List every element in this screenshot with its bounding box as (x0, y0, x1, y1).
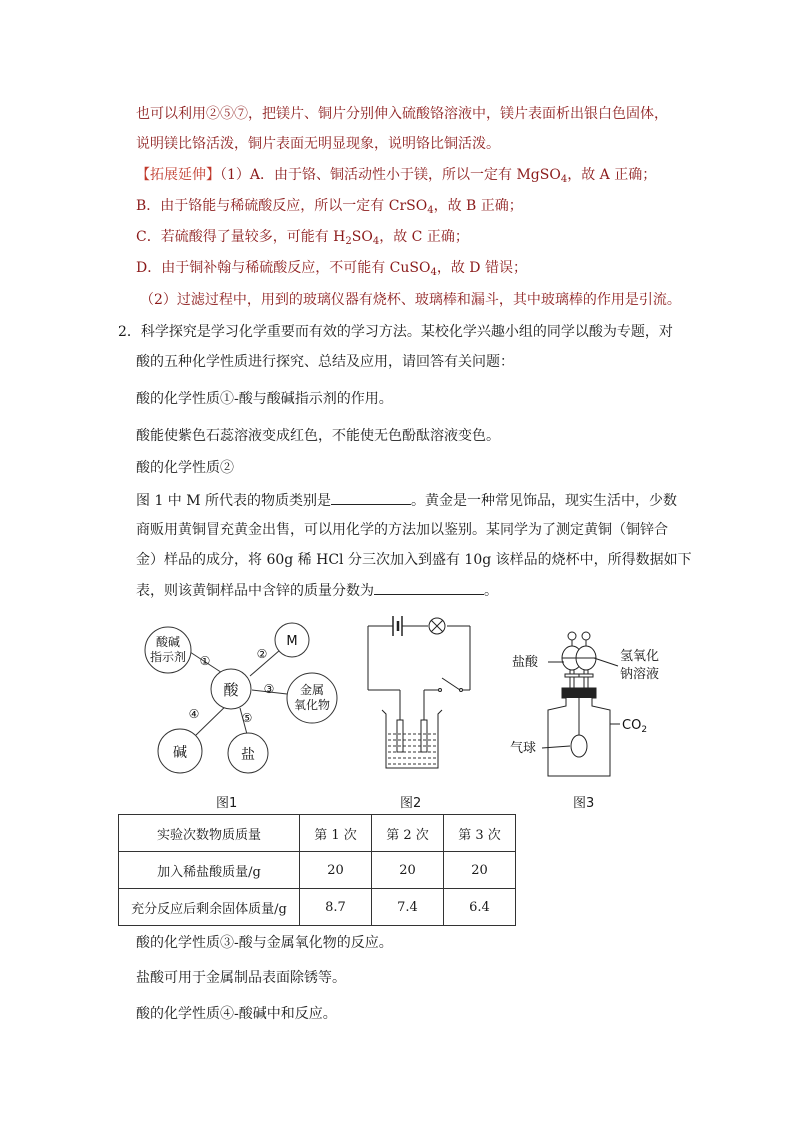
question-2-line-4: 商贩用黄铜冒充黄金出售，可以用化学的方法加以鉴别。某同学为了测定黄铜（铜锌合 (136, 522, 668, 538)
acid-label: 酸 (223, 681, 239, 699)
figure-3-apparatus (508, 626, 678, 786)
label-circle-4: ④ (188, 707, 200, 721)
m-label: M (286, 634, 298, 649)
property-1-title: 酸的化学性质①-酸与酸碱指示剂的作用。 (136, 391, 393, 407)
table-cell: 充分反应后剩余固体质量/g (119, 889, 300, 926)
table-cell: 加入稀盐酸质量/g (119, 852, 300, 889)
answer-line-4: B．由于铬能与稀硫酸反应，所以一定有 CrSO$_4$，故 B 正确； (136, 198, 523, 216)
data-table (118, 814, 516, 926)
metal-oxide-label-2: 氧化物 (293, 698, 331, 712)
table-header-cell: 第 1 次 (300, 815, 372, 852)
table-header-cell: 实验次数物质质量 (119, 815, 300, 852)
answer-line-2: 说明镁比铬活泼，铜片表面无明显现象，说明铬比铜活泼。 (136, 136, 500, 152)
table-header-cell: 第 3 次 (444, 815, 516, 852)
beaker-icon (382, 710, 442, 768)
property-4-title: 酸的化学性质④-酸碱中和反应。 (136, 1006, 337, 1022)
co2-label: $CO_2$ (622, 718, 648, 735)
question-2-line-5: 金）样品的成分，将 60g 稀 HCl 分三次加入到盛有 10g 该样品的烧杯中，所得数据如下 (136, 552, 692, 568)
table-header-cell: 第 2 次 (372, 815, 444, 852)
property-3-title: 酸的化学性质③-酸与金属氧化物的反应。 (136, 935, 393, 951)
answer-blank-m[interactable] (331, 490, 411, 505)
figure-2-circuit (360, 610, 490, 775)
question-2-line-3: 图 1 中 M 所代表的物质类别是 。黄金是一种常见饰品，现实生活中，少数 (136, 490, 677, 511)
property-3-desc: 盐酸可用于金属制品表面除锈等。 (136, 970, 346, 986)
table-cell: 20 (372, 852, 444, 889)
question-2-line-2: 酸的五种化学性质进行探究、总结及应用，请回答有关问题： (136, 354, 514, 370)
table-cell: 20 (300, 852, 372, 889)
question-2-line-6: 表，则该黄铜样品中含锌的质量分数为 。 (136, 580, 498, 601)
table-cell: 6.4 (444, 889, 516, 926)
question-2-line-1: 2．科学探究是学习化学重要而有效的学习方法。某校化学兴趣小组的同学以酸为专题，对 (118, 324, 673, 340)
switch-icon (442, 678, 460, 690)
base-label: 碱 (173, 745, 187, 761)
answer-line-1: 也可以利用②⑤⑦，把镁片、铜片分别伸入硫酸铬溶液中，镁片表面析出银白色固体， (136, 106, 668, 122)
table-row (119, 889, 516, 926)
indicator-label-2: 指示剂 (149, 650, 187, 664)
indicator-label-1: 酸碱 (155, 635, 181, 649)
naoh-label-2: 钠溶液 (620, 667, 660, 682)
extension-tag: 【拓展延伸】 (136, 167, 220, 183)
answer-blank-zinc[interactable] (374, 580, 484, 595)
balloon-icon (571, 735, 587, 757)
property-2-title: 酸的化学性质② (136, 460, 234, 476)
figure-2-caption: 图2 (400, 796, 422, 811)
label-circle-5: ⑤ (241, 711, 253, 725)
figure-3-caption: 图3 (573, 796, 595, 811)
balloon-label: 气球 (510, 741, 537, 756)
table-cell: 8.7 (300, 889, 372, 926)
stopper (562, 688, 596, 698)
answer-line-5: C．若硫酸得了量较多，可能有 $H_2SO_4$，故 C 正确； (136, 229, 469, 247)
label-circle-3: ③ (263, 682, 275, 696)
figure-1-concept-map (130, 618, 360, 778)
table-cell: 7.4 (372, 889, 444, 926)
table-header-row (119, 815, 516, 852)
property-1-desc: 酸能使紫色石蕊溶液变成红色，不能使无色酚酞溶液变色。 (136, 428, 500, 444)
metal-oxide-label-1: 金属 (299, 683, 325, 697)
table-row (119, 852, 516, 889)
figure-1-caption: 图1 (216, 796, 238, 811)
table-cell: 20 (444, 852, 516, 889)
answer-line-7: （2）过滤过程中，用到的玻璃仪器有烧杯、玻璃棒和漏斗，其中玻璃棒的作用是引流。 (140, 292, 681, 308)
label-circle-1: ① (199, 654, 211, 668)
answer-line-6: D．由于铜补翰与稀硫酸反应，不可能有 CuSO$_4$，故 D 错误； (136, 260, 527, 278)
label-circle-2: ② (256, 647, 268, 661)
salt-label: 盐 (241, 747, 255, 763)
acid-label: 盐酸 (512, 655, 539, 670)
question-number: 2． (118, 324, 141, 340)
answer-line-3: 【拓展延伸】（1）A．由于铬、铜活动性小于镁，所以一定有 MgSO$_4$，故 A 正确； (136, 167, 657, 185)
naoh-label-1: 氢氧化 (620, 649, 660, 664)
